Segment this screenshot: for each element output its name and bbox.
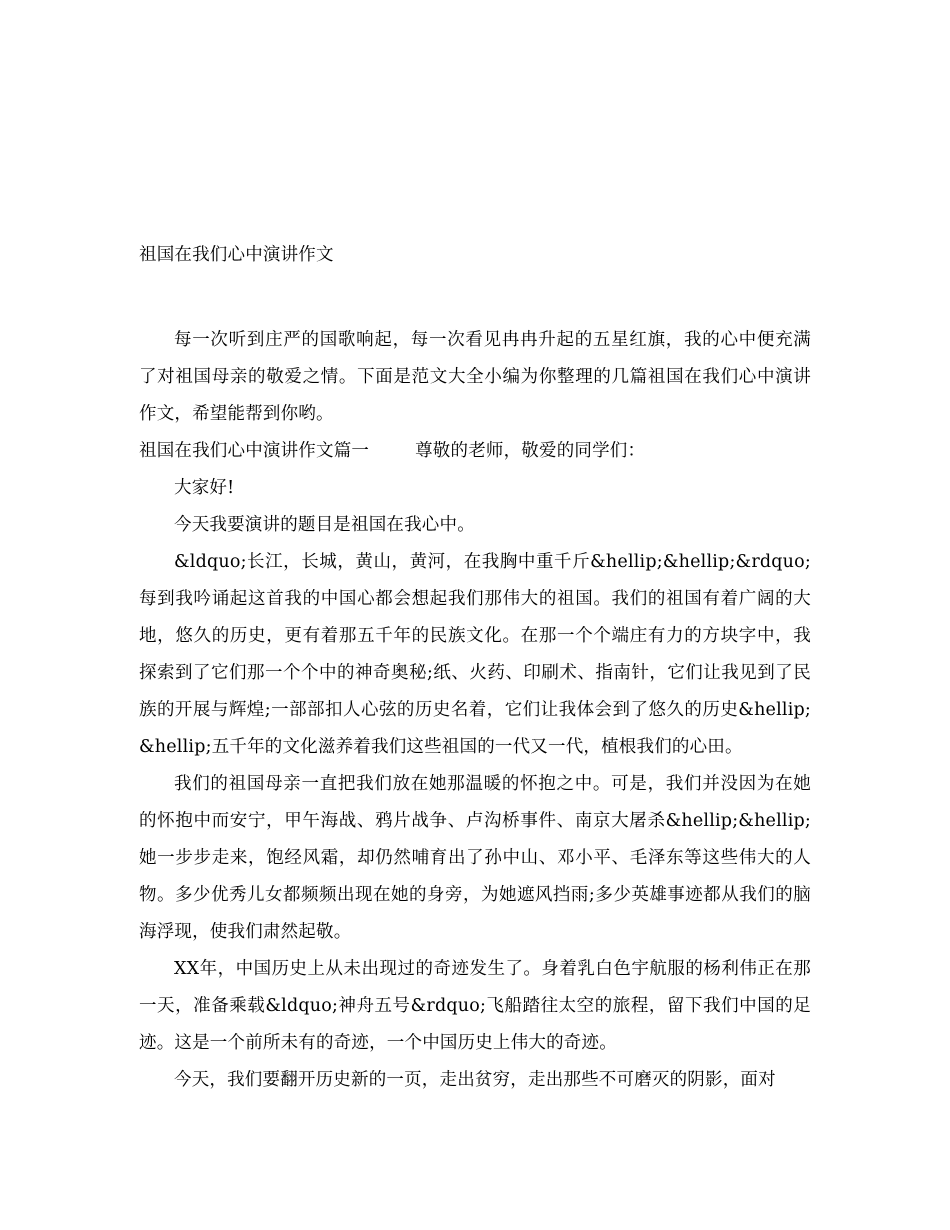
topic-paragraph: 今天我要演讲的题目是祖国在我心中。: [174, 515, 475, 535]
document-body: [139, 242, 811, 1099]
intro-paragraph: 每一次听到庄严的国歌响起，每一次看见冉冉升起的五星红旗，我的心中便充满了对祖国母亲的敬爱之情。下面是范文大全小编为你整理的几篇祖国在我们心中演讲作文，希望能帮到你哟。: [139, 330, 811, 424]
section-heading-line: [139, 433, 811, 470]
salutation: 尊敬的老师，敬爱的同学们：: [415, 441, 646, 461]
closing-paragraph: 今天，我们要翻开历史新的一页，走出贫穷，走出那些不可磨灭的阴影，面对: [174, 1070, 776, 1090]
document-title: 祖国在我们心中演讲作文: [139, 245, 334, 265]
history-paragraph: 我们的祖国母亲一直把我们放在她那温暖的怀抱之中。可是，我们并没因为在她的怀抱中而安宁，甲午海战、鸦片战争、卢沟桥事件、南京大屠杀&hellip;&hellip;她一步步走来，饱经风霜，却仍然哺育出了孙中山、邓小平、毛泽东等这些伟大的人物。多少优秀儿女都频频出现在她的身旁，为她遮风挡雨;多少英雄事迹都从我们的脑海浮现，使我们肃然起敬。: [139, 774, 811, 942]
greeting-paragraph: 大家好!: [174, 478, 235, 498]
culture-paragraph: &ldquo;长江，长城，黄山，黄河，在我胸中重千斤&hellip;&hellip;&rdquo;每到我吟诵起这首我的中国心都会想起我们那伟大的祖国。我们的祖国有着广阔的大地，悠久的历史，更有着那五千年的民族文化。在那一个个端庄有力的方块字中，我探索到了它们那一个个中的神奇奥秘;纸、火药、印刷术、指南针，它们让我见到了民族的开展与辉煌;一部部扣人心弦的历史名着，它们让我体会到了悠久的历史&hellip;&hellip;五千年的文化滋养着我们这些祖国的一代又一代，植根我们的心田。: [139, 552, 811, 757]
space-paragraph: XX年，中国历史上从未出现过的奇迹发生了。身着乳白色宇航服的杨利伟正在那一天，准备乘载&ldquo;神舟五号&rdquo;飞船踏往太空的旅程，留下我们中国的足迹。这是一个前所未有的奇迹，一个中国历史上伟大的奇迹。: [139, 959, 811, 1053]
section-title: 祖国在我们心中演讲作文篇一: [139, 441, 370, 461]
